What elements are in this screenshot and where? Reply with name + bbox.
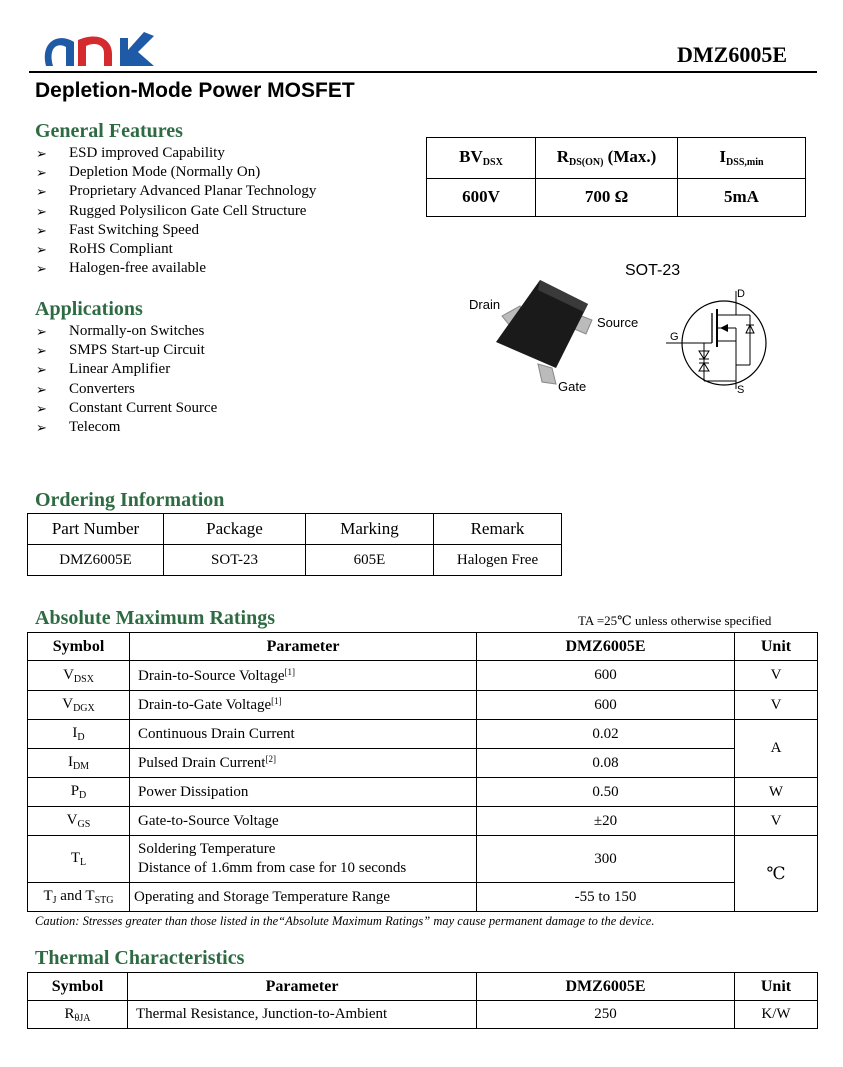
thermal-heading: Thermal Characteristics [35,947,245,969]
parameter-cell: Thermal Resistance, Junction-to-Ambient [128,1001,477,1029]
unit-cell: K/W [735,1001,818,1029]
table-cell: Halogen Free [434,545,562,576]
parameter-cell: Operating and Storage Temperature Range [130,883,477,912]
spec-header-bvdsx: $BV_{DSX}$ [427,138,536,179]
parameter-cell: Continuous Drain Current [130,720,477,749]
symbol-cell: $V_{DGX}$ [28,691,130,720]
applications-heading: Applications [35,298,143,320]
unit-cell: ℃ [735,836,818,912]
column-header: Package [164,514,306,545]
ordering-table [27,513,562,576]
list-item: ➢ ESD improved Capability [36,144,316,163]
column-header: Symbol [28,633,130,661]
header-rule [29,71,817,73]
table-row [28,778,818,807]
sot23-package-image [480,268,620,393]
value-cell: 600 [477,691,735,720]
parameter-cell: Pulsed Drain Current[2] [130,749,477,778]
column-header: Marking [306,514,434,545]
unit-cell: A [735,720,818,778]
list-item: ➢ Linear Amplifier [36,360,217,379]
list-item: ➢ Constant Current Source [36,399,217,418]
list-item: ➢ SMPS Start-up Circuit [36,341,217,360]
symbol-cell: $R_{\theta JA}$ [28,1001,128,1029]
features-list [36,144,316,278]
symbol-drain-letter: D [737,288,745,300]
unit-cell: V [735,661,818,691]
list-item: ➢ Converters [36,380,217,399]
parameter-cell: Gate-to-Source Voltage [130,807,477,836]
column-header: Parameter [130,633,477,661]
ordering-heading: Ordering Information [35,489,225,511]
spec-header-rdson: $R_{DS(ON)}$ (Max.) [536,138,678,179]
spec-header-idss: $I_{DSS,min}$ [678,138,806,179]
page-title: Depletion-Mode Power MOSFET [35,79,355,102]
thermal-table [27,972,818,1029]
value-cell: ±20 [477,807,735,836]
table-cell: SOT-23 [164,545,306,576]
list-item: ➢ Fast Switching Speed [36,221,316,240]
symbol-cell: $T_L$ [28,836,130,883]
part-number: DMZ6005E [677,42,787,67]
abs-max-condition: TA =25℃ unless otherwise specified [578,613,772,628]
mosfet-symbol-icon [664,285,774,395]
company-logo [40,28,158,68]
table-row [28,883,818,912]
abs-max-table [27,632,818,912]
unit-cell: V [735,691,818,720]
symbol-cell: $P_D$ [28,778,130,807]
symbol-cell: $V_{DSX}$ [28,661,130,691]
table-row [28,1001,818,1029]
features-heading: General Features [35,120,183,142]
symbol-cell: $I_D$ [28,720,130,749]
table-row [28,836,818,883]
source-label: Source [597,315,639,330]
spec-value: 700 Ω [536,178,678,217]
list-item: ➢ Rugged Polysilicon Gate Cell Structure [36,202,316,221]
column-header: Part Number [28,514,164,545]
list-item: ➢ Halogen-free available [36,259,316,278]
column-header: Unit [735,973,818,1001]
package-name: SOT-23 [625,262,681,279]
value-cell: 0.50 [477,778,735,807]
applications-list [36,322,217,437]
value-cell: 600 [477,661,735,691]
gate-label: Gate [558,379,587,394]
spec-value: 600V [427,178,536,217]
list-item: ➢ Depletion Mode (Normally On) [36,163,316,182]
parameter-cell: Soldering Temperature Distance of 1.6mm from case for 10 seconds [130,836,477,883]
list-item: ➢ Telecom [36,418,217,437]
drain-label: Drain [469,297,501,312]
parameter-cell: Drain-to-Gate Voltage[1] [130,691,477,720]
symbol-source-letter: S [737,384,745,396]
table-cell: 605E [306,545,434,576]
value-cell: 300 [477,836,735,883]
symbol-cell: $T_J$ and $T_{STG}$ [28,883,130,912]
table-row [28,807,818,836]
table-cell: DMZ6005E [28,545,164,576]
abs-max-heading: Absolute Maximum Ratings [35,607,276,629]
list-item: ➢ Proprietary Advanced Planar Technology [36,182,316,201]
column-header: DMZ6005E [477,633,735,661]
column-header: Remark [434,514,562,545]
value-cell: 250 [477,1001,735,1029]
table-row [28,661,818,691]
list-item: ➢ Normally-on Switches [36,322,217,341]
symbol-cell: $V_{GS}$ [28,807,130,836]
list-item: ➢ RoHS Compliant [36,240,316,259]
caution-note: Caution: Stresses greater than those listed in the“Absolute Maximum Ratings” may cause permanent damage to the device. [35,914,655,928]
table-row [28,720,818,749]
unit-cell: W [735,778,818,807]
table-row [28,749,818,778]
key-specs-table [426,137,806,217]
value-cell: 0.08 [477,749,735,778]
column-header: Parameter [128,973,477,1001]
table-row [28,691,818,720]
value-cell: 0.02 [477,720,735,749]
unit-cell: V [735,807,818,836]
column-header: Symbol [28,973,128,1001]
parameter-cell: Drain-to-Source Voltage[1] [130,661,477,691]
symbol-gate-letter: G [670,331,679,343]
parameter-cell: Power Dissipation [130,778,477,807]
column-header: DMZ6005E [477,973,735,1001]
spec-value: 5mA [678,178,806,217]
symbol-cell: $I_{DM}$ [28,749,130,778]
value-cell: -55 to 150 [477,883,735,912]
column-header: Unit [735,633,818,661]
